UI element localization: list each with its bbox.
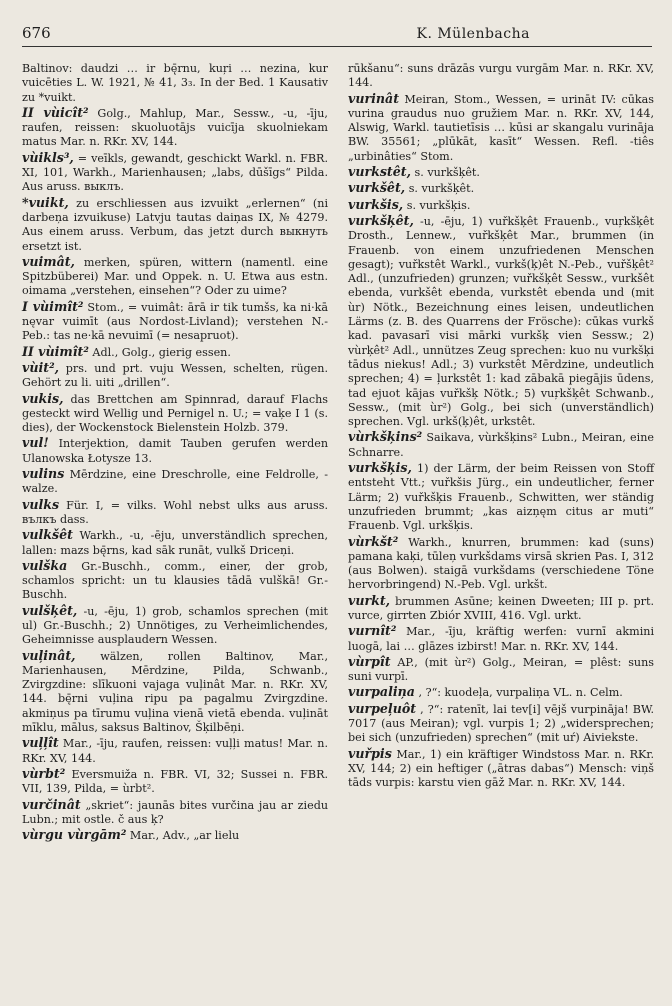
dictionary-entry xyxy=(348,535,654,593)
entry-definition: s. vurkšķis. xyxy=(406,198,471,212)
entry-definition: , ?“: kuodeļa, vurpaliņa VL. n. Celm. xyxy=(418,686,623,700)
entry-definition: = veīkls, gewandt, geschickt Warkl. n. FBR. XI, 101, Warkh., Marienhausen; „labs, dūšīgs“ Pilda. Aus aruss. выклъ. xyxy=(22,151,328,194)
dictionary-entry xyxy=(22,345,328,360)
entry-headword: vulška xyxy=(22,557,68,573)
entry-headword: vurkšķêt, xyxy=(348,212,414,228)
dictionary-entry xyxy=(348,62,654,91)
dictionary-entry xyxy=(348,165,654,180)
dictionary-entry xyxy=(22,798,328,828)
entry-headword: vukis, xyxy=(22,390,64,406)
entry-headword: vùit², xyxy=(22,359,59,375)
dictionary-entry xyxy=(22,828,328,843)
dictionary-entry xyxy=(348,702,654,746)
dictionary-entry xyxy=(22,498,328,528)
dictionary-entry xyxy=(22,467,328,497)
dictionary-entry xyxy=(22,604,328,648)
entry-definition: -u, -ēju, 1) grob, schamlos sprechen (mit ul) Gr.-Buschh.; 2) Unnötiges, zu Verheimlichendes, Geheimnisse ausplaudern Wessen. xyxy=(22,604,328,647)
dictionary-entry xyxy=(348,747,654,791)
dictionary-entry xyxy=(22,151,328,195)
dictionary-entry xyxy=(348,655,654,685)
entry-definition: Adl., Golg., gierig essen. xyxy=(92,345,231,359)
entry-definition: Mērdzine, eine Dreschrolle, eine Feldrolle, -walze. xyxy=(22,468,328,496)
entry-headword: vuimât, xyxy=(22,253,75,269)
entry-definition: Gr.-Buschh., comm., einer, der grob, schamlos spricht: un tu klausies tādā vulškā! Gr.-Buschh. xyxy=(22,559,328,602)
dictionary-entry xyxy=(22,736,328,766)
entry-headword: vuřpis xyxy=(348,745,392,761)
entry-definition: wälzen, rollen Baltinov, Mar., Marienhausen, Mērdzine, Pilda, Schwanb., Zvirgzdine: slīkuoni vajaga vuļinât Mar. n. RKr. XV, 144. bę̄rni vuļina ripu pa pagalmu Zvirgzdine. akmiņus pa tīrumu vuļina vienā vietā ebenda. vuļināt mīklu, mālus, saksus Baltinov, Šķilbēņi. xyxy=(22,649,329,735)
entry-headword: *vuikt, xyxy=(22,194,69,210)
entry-definition: Mar., 1) ein kräftiger Windstoss Mar. n. RKr. XV, 144; 2) ein heftiger („ātras dabas“) Mensch: viņš tāds vurpis: karstu vien gāž Mar. n. RKr. XV, 144. xyxy=(348,747,654,790)
entry-definition: brummen Asūne; keinen Dweeten; III p. prt. vurce, girrten Zbiór XVIII, 416. Vgl. urkt. xyxy=(348,594,654,622)
entry-headword: vurpeļuôt xyxy=(348,700,417,716)
entry-definition: s. vurkšķêt. xyxy=(414,166,480,180)
entry-definition: Mar., -īju, kräftig werfen: vurnī akmini luogā, lai … glāzes izbirst! Mar. n. RKr. XV, 144. xyxy=(348,625,655,653)
entry-definition: Golg., Mahlup, Mar., Sessw., -u, -īju, raufen, reissen: skuoluotājs vuicīja skuolniekam matus Mar. n. RKr. XV, 144. xyxy=(22,106,328,149)
entry-headword: vurkšêt, xyxy=(348,180,406,196)
dictionary-entry xyxy=(22,392,328,436)
entry-headword: vulkšêt xyxy=(22,527,73,543)
entry-definition: „skriet“: jaunās bites vurčina jau ar ziedu Lubn.; mit ostle. č aus ķ? xyxy=(22,798,329,826)
page-header xyxy=(22,24,650,42)
entry-definition: Baltinov: daudzi … ir bę̄rnu, kuŗi … nezina, kur vuicēties L. W. 1921, № 41, 3₃. In der Bed. 1 Kausativ zu *vuikt. xyxy=(22,62,328,104)
entry-headword: vùrpît xyxy=(348,653,391,669)
entry-headword: vurinât xyxy=(348,90,400,106)
entry-definition: rūkšanu“: suns drāzās vurgu vurgām Mar. n. RKr. XV, 144. xyxy=(348,62,654,90)
entry-headword: vùrkšķins² xyxy=(348,429,423,445)
entry-definition: Saikava, vùrkšķins² Lubn., Meiran, eine Schnarre. xyxy=(348,431,654,459)
entry-headword: vùrgu vùrgām² xyxy=(22,827,127,843)
dictionary-entry xyxy=(348,685,654,700)
entry-headword: II vùimît² xyxy=(22,343,89,359)
entry-definition: Mar., Adv., „ar lielu xyxy=(129,829,240,843)
dictionary-entry xyxy=(348,430,654,460)
entry-definition: -u, -ēju, 1) vuřkšķêt Frauenb., vuŗkšķêt Drosth., Lennew., vuřkšķêt Mar., brummen (in Frauenb. von einem unzufriedenen Menschen gesagt); vuřkstêt Warkl., vurkš(ķ)êt N.-Peb., vuřšķêt² Adl., (unzufrieden) grunzen; vuřkšķêt Sessw., vurkšêt ebenda, vurkšêt ebenda, vurkstêt ebenda und (mit ùr) Nötk., Bezeichnung eines leisen, undeutlichen Lärms (z. B. des Quarrens der Frösche): cūkas vurkš kad. pavasarī visi mārki vurkšķ vien Sessw.; 2) vùrķêt² Adl., unnützes Zeug sprechen: kuo nu vurkšķi tādus niekus! Adl.; 3) vurkstêt Mērdzine, undeutlich sprechen; 4) = ļurkstêt 1: kad zābakā piegājis ūdens, tad ejuot kājas vuřkšķ Nötk.; 5) vuŗkšķêt Schwanb., Sessw., (mit ùr²) Golg., bei sich (unverständlich) sprechen. Vgl. urkš(ķ)êt, urkstêt. xyxy=(348,214,654,429)
entry-headword: II vùicît² xyxy=(22,104,89,120)
running-head: K. Mülenbacha xyxy=(416,26,530,42)
dictionary-entry xyxy=(348,461,654,533)
entry-headword: vulins xyxy=(22,466,65,482)
entry-headword: vurkstêt, xyxy=(348,164,411,180)
dictionary-entry xyxy=(348,92,654,164)
left-column xyxy=(22,62,328,844)
dictionary-entry xyxy=(22,255,328,299)
dictionary-entry xyxy=(22,767,328,797)
dictionary-entry xyxy=(22,196,328,254)
entry-headword: vurkšis, xyxy=(348,196,404,212)
dictionary-entry xyxy=(22,528,328,558)
entry-definition: AP., (mit ùr²) Golg., Meiran, = plêst: suns suni vurpī. xyxy=(348,655,654,684)
dictionary-entry xyxy=(22,361,328,391)
dictionary-entry xyxy=(22,300,328,344)
entry-headword: vulks xyxy=(22,496,60,512)
entry-headword: vurpaliņa xyxy=(348,684,415,700)
entry-headword: vùikls³, xyxy=(22,149,74,165)
entry-definition: merken, spüren, wittern (namentl. eine Spitzbüberei) Mar. und Oppek. n. U. Etwa aus estn. oimama „verstehen, einsehen“? Oder zu uime? xyxy=(22,255,329,298)
dictionary-entry xyxy=(22,649,328,736)
dictionary-entry xyxy=(22,436,328,466)
entry-definition: zu erschliessen aus izvuikt „erlernen“ (ni darbeņa izvuikuse) Latvju tautas daiņas IX, № 4279. Aus einem aruss. Verbum, das jetzt durch выкнуть ersetzt ist. xyxy=(22,196,329,253)
page-number: 676 xyxy=(22,24,51,42)
entry-headword: vuļļît xyxy=(22,735,59,751)
entry-headword: vurkšķis, xyxy=(348,460,412,476)
right-column xyxy=(348,62,654,792)
entry-definition: Eversmuiža n. FBR. VI, 32; Sussei n. FBR. VII, 139, Pilda, = ùrbt². xyxy=(22,767,328,796)
entry-definition: , ?“: ratenīt, lai tev[i] vējš vurpināja! BW. 7017 (aus Meiran); vgl. vurpis 1; 2) „widersprechen; bei sich (unzufrieden) sprechen“ (mit uŕ) Aiviekste. xyxy=(348,702,654,745)
entry-definition: das Brettchen am Spinnrad, darauf Flachs gesteckt wird Wellig und Pernigel n. U.; = vaķe I 1 (s. dies), der Wockenstock Bielenstein Holzb. 379. xyxy=(22,392,328,435)
entry-headword: I vùimît² xyxy=(22,298,84,314)
dictionary-entry xyxy=(22,62,328,105)
dictionary-entry xyxy=(22,106,328,150)
entry-definition: 1) der Lärm, der beim Reissen von Stoff entsteht Vtt.; vuřkšis Jürg., ein undeutlicher, ferner Lärm; 2) vuřkšķis Frauenb., Schwitten, wer ständig unzufrieden brummt; „kas aizņęm citus ar muti“ Frauenb. Vgl. urkšķis. xyxy=(348,462,654,533)
entry-definition: s. vurkšķêt. xyxy=(408,182,475,196)
entry-definition: Für. I, = vilks. Wohl nebst ulks aus aruss. вълкъ dass. xyxy=(22,498,328,526)
entry-headword: vurnît² xyxy=(348,623,397,639)
entry-headword: vùrkšt² xyxy=(348,533,399,549)
entry-definition: Interjektion, damit Tauben gerufen werden Ulanowska Łotysze 13. xyxy=(22,437,329,465)
header-rule xyxy=(22,46,652,47)
dictionary-entry xyxy=(348,181,654,196)
entry-headword: vurčinât xyxy=(22,796,81,812)
entry-definition: Warkh., -u, -ēju, unverständlich sprechen, lallen: mazs bę̄rns, kad sāk runāt, vulkš Driceņi. xyxy=(22,529,328,557)
dictionary-entry xyxy=(22,559,328,603)
entry-headword: vùrbt² xyxy=(22,765,66,781)
dictionary-entry xyxy=(348,624,654,654)
entry-definition: Mar., -īju, raufen, reissen: vuļļi matus! Mar. n. RKr. XV, 144. xyxy=(22,737,328,765)
entry-headword: vurkt, xyxy=(348,592,391,608)
entry-headword: vuļinât, xyxy=(22,647,76,663)
entry-definition: Meiran, Stom., Wessen, = urināt IV: cūkas vurina graudus nuo gružiem Mar. n. RKr. XV, 144, Alswig, Warkl. tautietīsis … kūsi ar skangalu vurināja BW. 35561; „plūkāt, kasīt“ Wessen. Refl. -tiês „urbinâties“ Stom. xyxy=(348,92,654,163)
entry-definition: prs. und prt. vuju Wessen, schelten, rügen. Gehört zu li. uiti „drillen“. xyxy=(22,361,328,390)
entry-headword: vulšķêt, xyxy=(22,602,78,618)
dictionary-entry xyxy=(348,198,654,213)
dictionary-entry xyxy=(348,594,654,624)
entry-definition: Stom., = vuimât: ārā ir tik tumšs, ka ni·kā nęvar vuimīt (aus Nordost-Livland); verstehen N.-Peb.: tas ne·kā nevuimī (= nesapruot). xyxy=(22,300,328,343)
dictionary-entry xyxy=(348,214,654,429)
entry-headword: vul! xyxy=(22,435,49,451)
entry-definition: Warkh., knurren, brummen: kad (suns) pamana kaķi, tūleņ vurkšdams virsā skrien Pas. I, 312 (aus Bolwen). staigā vurkšdams (verschiedene Töne hervorbringend) N.-Peb. Vgl. urkšt. xyxy=(348,535,655,592)
